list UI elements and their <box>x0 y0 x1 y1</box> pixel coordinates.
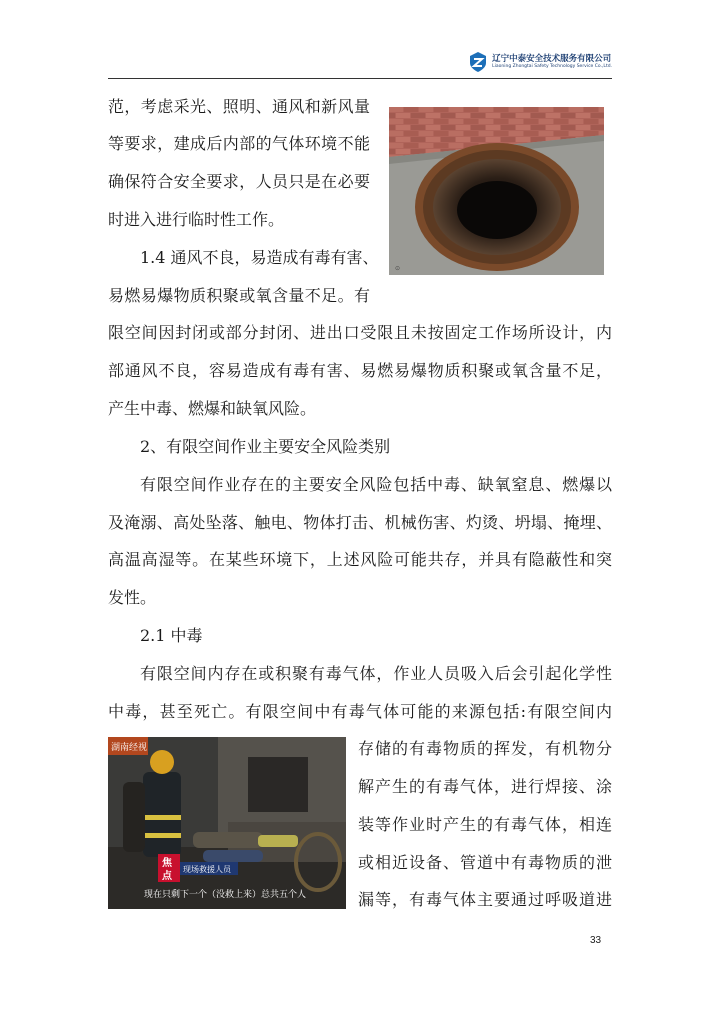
channel-logo: 湖南经视 <box>111 743 148 753</box>
body-line-20: 装等作业时产生的有毒气体，相连 <box>358 815 612 834</box>
caption-label: 现场救援人员 <box>183 865 231 874</box>
svg-text:⊙: ⊙ <box>395 265 401 272</box>
body-line-3: 确保符合安全要求，人员只是在必要 <box>108 172 370 191</box>
body-line-19: 解产生的有毒气体，进行焊接、涂 <box>358 777 612 796</box>
caption-tag-bottom: 点 <box>162 871 172 882</box>
rescue-scene-photo <box>108 737 346 909</box>
page-header <box>108 48 612 79</box>
body-line-6: 易燃易爆物质积聚或氧含量不足。有 <box>108 286 370 305</box>
company-name-cn: 辽宁中泰安全技术服务有限公司 <box>492 53 612 64</box>
body-line-22: 漏等，有毒气体主要通过呼吸道进 <box>358 890 612 909</box>
body-line-2: 等要求，建成后内部的气体环境不能 <box>108 134 370 153</box>
caption-tag-top: 焦 <box>162 858 172 869</box>
body-line-1: 范，考虑采光、照明、通风和新风量 <box>108 97 370 116</box>
body-line-17: 中毒，甚至死亡。有限空间中有毒气体可能的来源包括:有限空间内 <box>108 702 612 721</box>
body-line-9: 产生中毒、燃爆和缺氧风险。 <box>108 399 317 418</box>
manhole-photo <box>389 107 604 275</box>
company-name-en: Liaoning Zhongtai Safety Technology Service Co.,Ltd. <box>492 64 612 69</box>
body-line-16: 有限空间内存在或积聚有毒气体，作业人员吸入后会引起化学性 <box>140 664 612 683</box>
body-line-8: 部通风不良，容易造成有毒有害、易燃易爆物质积聚或氧含量不足， <box>108 361 612 380</box>
section-heading-2-1: 2.1 中毒 <box>140 626 203 645</box>
body-line-18: 存储的有毒物质的挥发，有机物分 <box>358 739 612 758</box>
video-subtitle: 现在只剩下一个（没救上来）总共五个人 <box>144 890 307 900</box>
body-line-7: 限空间因封闭或部分封闭、进出口受限且未按固定工作场所设计，内 <box>108 323 612 342</box>
body-line-21: 或相近设备、管道中有毒物质的泄 <box>358 853 612 872</box>
page-number: 33 <box>590 935 602 946</box>
company-logo <box>469 52 612 72</box>
section-heading-2: 2、有限空间作业主要安全风险类别 <box>140 437 391 456</box>
body-line-12: 及淹溺、高处坠落、触电、物体打击、机械伤害、灼烫、坍塌、掩埋、 <box>108 513 612 532</box>
body-line-11: 有限空间作业存在的主要安全风险包括中毒、缺氧窒息、燃爆以 <box>140 475 612 494</box>
section-heading-1-4: 1.4 通风不良，易造成有毒有害、 <box>140 248 379 267</box>
shield-logo-icon <box>469 52 487 72</box>
body-line-14: 发性。 <box>108 588 157 607</box>
body-line-4: 时进入进行临时性工作。 <box>108 210 285 229</box>
body-line-13: 高温高湿等。在某些环境下，上述风险可能共存，并具有隐蔽性和突 <box>108 550 612 569</box>
